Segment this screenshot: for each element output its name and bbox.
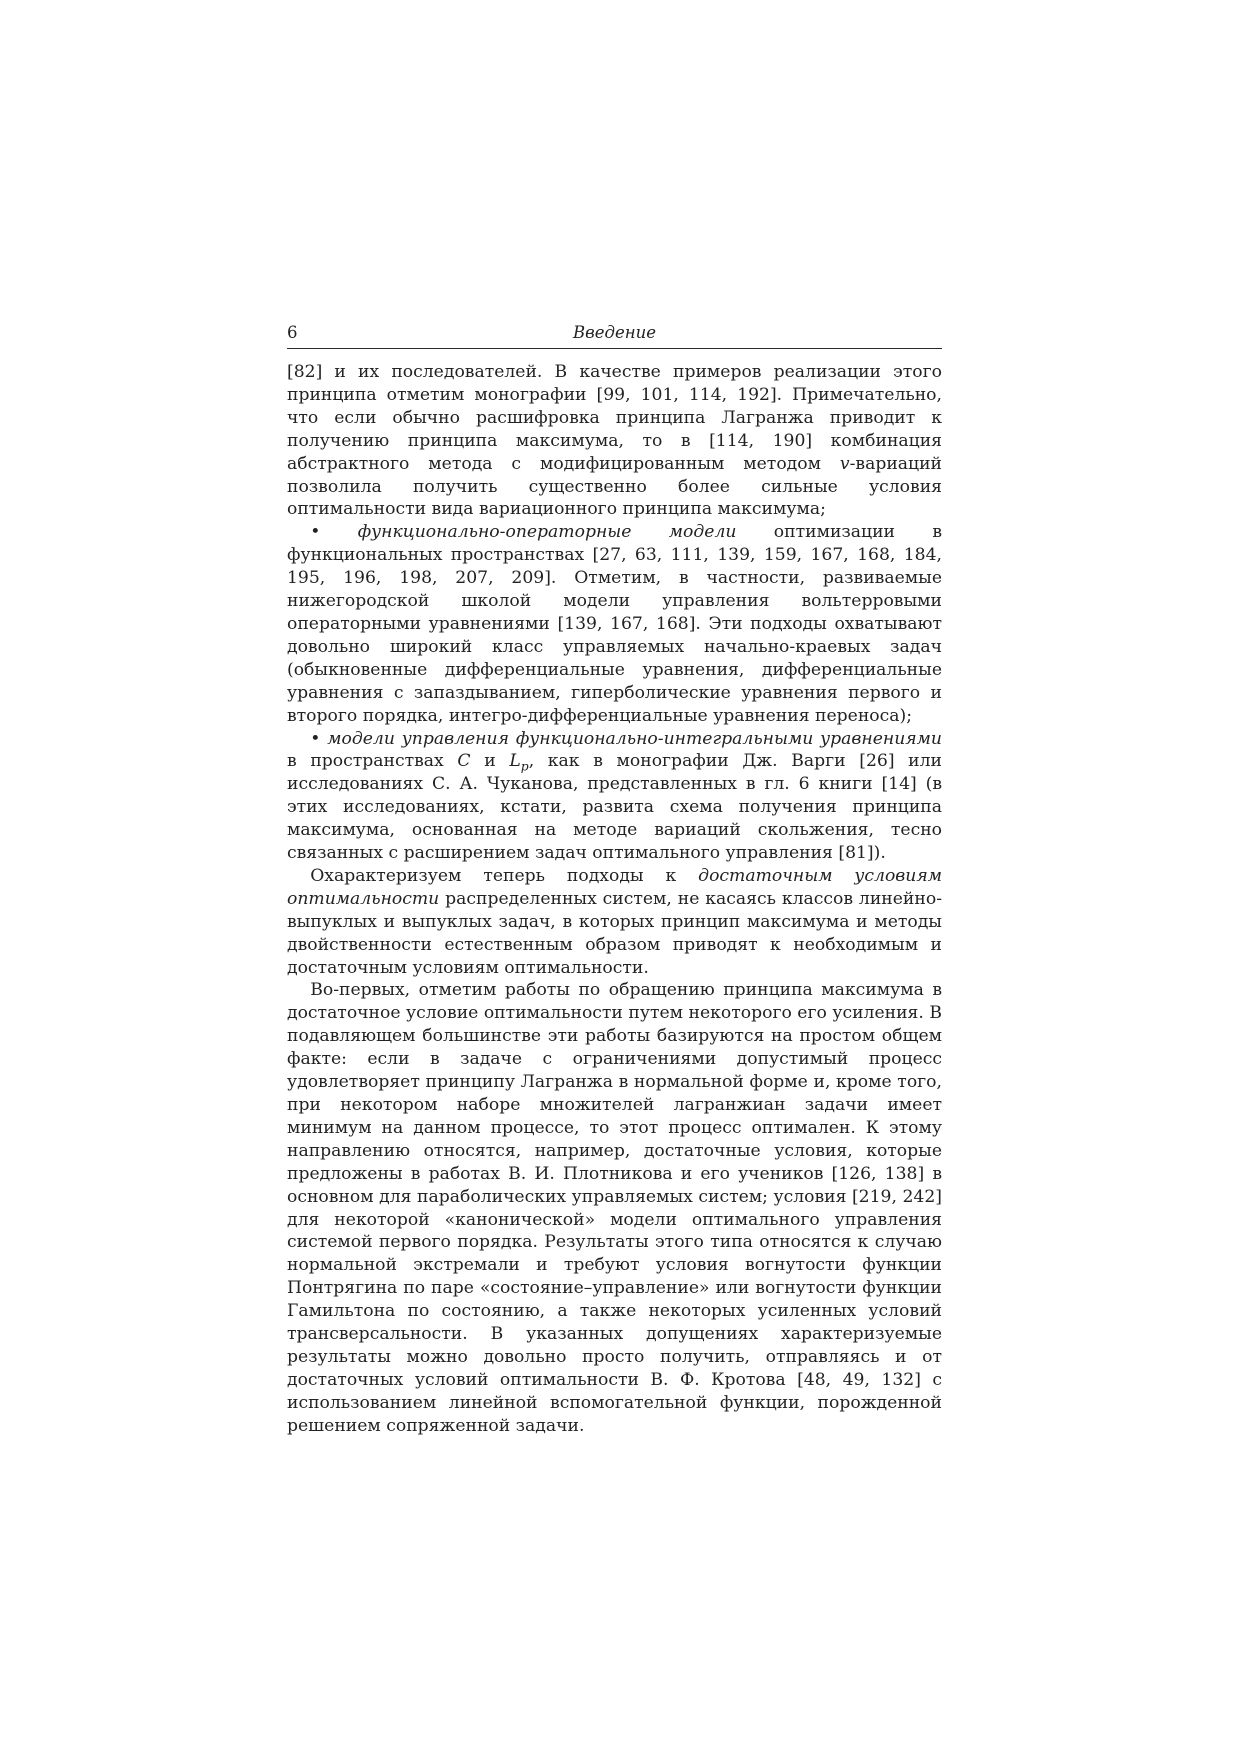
book-page (287, 320, 942, 1438)
p2-emphasis: функционально-операторные модели (357, 522, 737, 543)
p3-math-c: C (457, 751, 471, 772)
p3-math-l-subscript: p (520, 759, 529, 774)
p4-emphasis: достаточным условиям оптимальности (287, 865, 942, 909)
running-header (287, 320, 942, 349)
body-text (287, 361, 942, 1438)
p3-math-l-base: L (509, 751, 521, 772)
p1-text: [82] и их последователей. В качестве примеров реализации этого принципа отметим монографии [99, 101, 114, 192]. Примечательно, что если обычно расшифровка принципа Лагранжа приводит к получению принципа максимума, то в [114, 190] комбинация абстрактного метода с модифицированным методом (287, 362, 942, 474)
running-title: Введение (573, 323, 656, 342)
paragraph-1 (287, 361, 942, 521)
p4-text-2: распределенных систем, не касаясь классов линейно-выпуклых и выпуклых задач, в которых принцип максимума и методы двойственности естественным образом приводят к необходимым и достаточным условиям оптимальности. (287, 888, 942, 978)
p2-text: оптимизации в функциональных пространствах [27, 63, 111, 139, 159, 167, 168, 184, 195, 196, 198, 207, 209]. Отметим, в частности, развиваемые нижегородской школой модели управления вольтерровыми операторными уравнениями [139, 167, 168]. Эти подходы охватывают довольно широкий класс управляемых начально-краевых задач (обыкновенные дифференциальные уравнения, дифференциальные уравнения с запаздыванием, гиперболические уравнения первого и второго порядка, интегро-дифференциальные уравнения переноса); (287, 522, 942, 726)
p3-emphasis: модели управления функционально-интегральными уравнениями (327, 728, 942, 749)
p5-text: Во-первых, отметим работы по обращению принципа максимума в достаточное условие оптимальности путем некоторого его усиления. В подавляющем большинстве эти работы базируются на простом общем факте: если в задаче с ограничениями допустимый процесс удовлетворяет принципу Лагранжа в нормальной форме и, кроме того, при некотором наборе множителей лагранжиан задачи имеет минимум на данном процессе, то этот процесс оптимален. К этому направлению относятся, например, достаточные условия, которые предложены в работах В. И. Плотникова и его учеников [126, 138] в основном для параболических управляемых систем; условия [219, 242] для некоторой «канонической» модели оптимального управления системой первого порядка. Результаты этого типа относятся к случаю нормальной экстремали и требуют условия вогнутости функции Понтрягина по паре «состояние–управление» или вогнутости функции Гамильтона по состоянию, а также некоторых усиленных условий трансверсальности. В указанных допущениях характеризуемые результаты можно довольно просто получить, отправляясь и от достаточных условий оптимальности В. Ф. Кротова [48, 49, 132] с использованием линейной вспомогательной функции, порожденной решением сопряженной задачи. (287, 980, 942, 1436)
p1-math-v: v (839, 453, 850, 474)
paragraph-5 (287, 979, 942, 1437)
p3-text-2: и (470, 751, 510, 772)
paragraph-4 (287, 865, 942, 980)
p3-math-l (509, 751, 529, 774)
bullet-marker: • (310, 728, 328, 749)
paragraph-3-bullet-item (287, 728, 942, 865)
p4-text-1: Охарактеризуем теперь подходы к (310, 865, 699, 886)
paragraph-2-bullet-item (287, 521, 942, 727)
p3-text-3: , как в монографии Дж. Варги [26] или исследованиях С. А. Чуканова, представленных в гл. 6 книги [14] (в этих исследованиях, кстати, развита схема получения принципа максимума, основанная на методе вариаций скольжения, тесно связанных с расширением задач оптимального управления [81]). (287, 751, 943, 864)
p1-text-end: -вариаций позволила получить существенно более сильные условия оптимальности вида вариационного принципа максимума; (287, 453, 942, 520)
p3-text-1: в пространствах (287, 751, 458, 772)
page-number: 6 (287, 323, 298, 342)
bullet-marker: • (310, 522, 358, 543)
